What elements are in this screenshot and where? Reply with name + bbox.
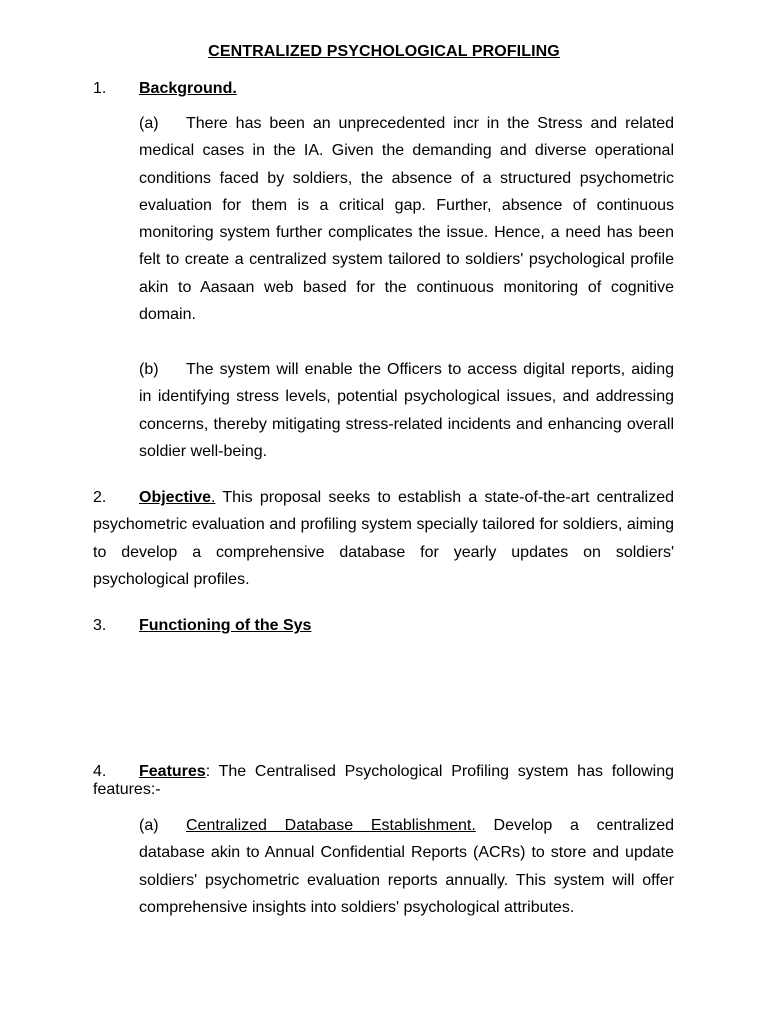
section-4a-subheading: Centralized Database Establishment.: [186, 817, 476, 834]
section-1-number: 1.: [93, 80, 107, 97]
section-4-paragraph: [93, 763, 674, 799]
section-1b-text: The system will enable the Officers to access digital reports, aiding in identifying stress levels, potential psychological issues, and addressing concerns, thereby mitigating stress-related incidents and enhancing overall soldier well-being.: [139, 361, 674, 460]
section-2-heading: Objective: [139, 489, 212, 506]
section-2-text: This proposal seeks to establish a state-of-the-art centralized psychometric evaluation and profiling system specially tailored for soldiers, aiming to develop a comprehensive database for yearly updates on soldiers' psychological profiles.: [93, 489, 674, 588]
section-1a-text: There has been an unprecedented incr in the Stress and related medical cases in the IA. Given the demanding and diverse operational conditions faced by soldiers, the absence of a structured psychometric evaluation for them is a critical gap. Further, absence of continuous monitoring system further complicates the issue. Hence, a need has been felt to create a centralized system tailored to soldiers' psychological profile akin to Aasaan web based for the continuous monitoring of cognitive domain.: [139, 115, 674, 324]
section-1b-paragraph: [139, 356, 674, 465]
document-title: CENTRALIZED PSYCHOLOGICAL PROFILING: [208, 43, 560, 60]
section-4-text: : The Centralised Psychological Profiling system has following features:-: [93, 763, 674, 798]
section-2-heading-trail: .: [211, 489, 216, 506]
section-4a-label: (a): [139, 817, 159, 834]
section-2-number: 2.: [93, 489, 107, 506]
section-4a-paragraph: [139, 812, 674, 921]
section-1a-paragraph: [139, 110, 674, 328]
section-1-heading: Background.: [139, 80, 237, 97]
section-2-paragraph: [93, 484, 674, 593]
section-4-number: 4.: [93, 763, 107, 780]
section-4a-text: Develop a centralized database akin to Annual Confidential Reports (ACRs) to store and update soldiers' psychometric evaluation reports annually. This system will offer comprehensive insights into soldiers' psychological attributes.: [139, 817, 675, 916]
section-1b-label: (b): [139, 361, 159, 378]
section-3-heading: Functioning of the Sys: [139, 617, 312, 634]
section-4-heading: Features: [139, 763, 206, 780]
section-1a-label: (a): [139, 115, 159, 132]
section-3-number: 3.: [93, 617, 107, 634]
